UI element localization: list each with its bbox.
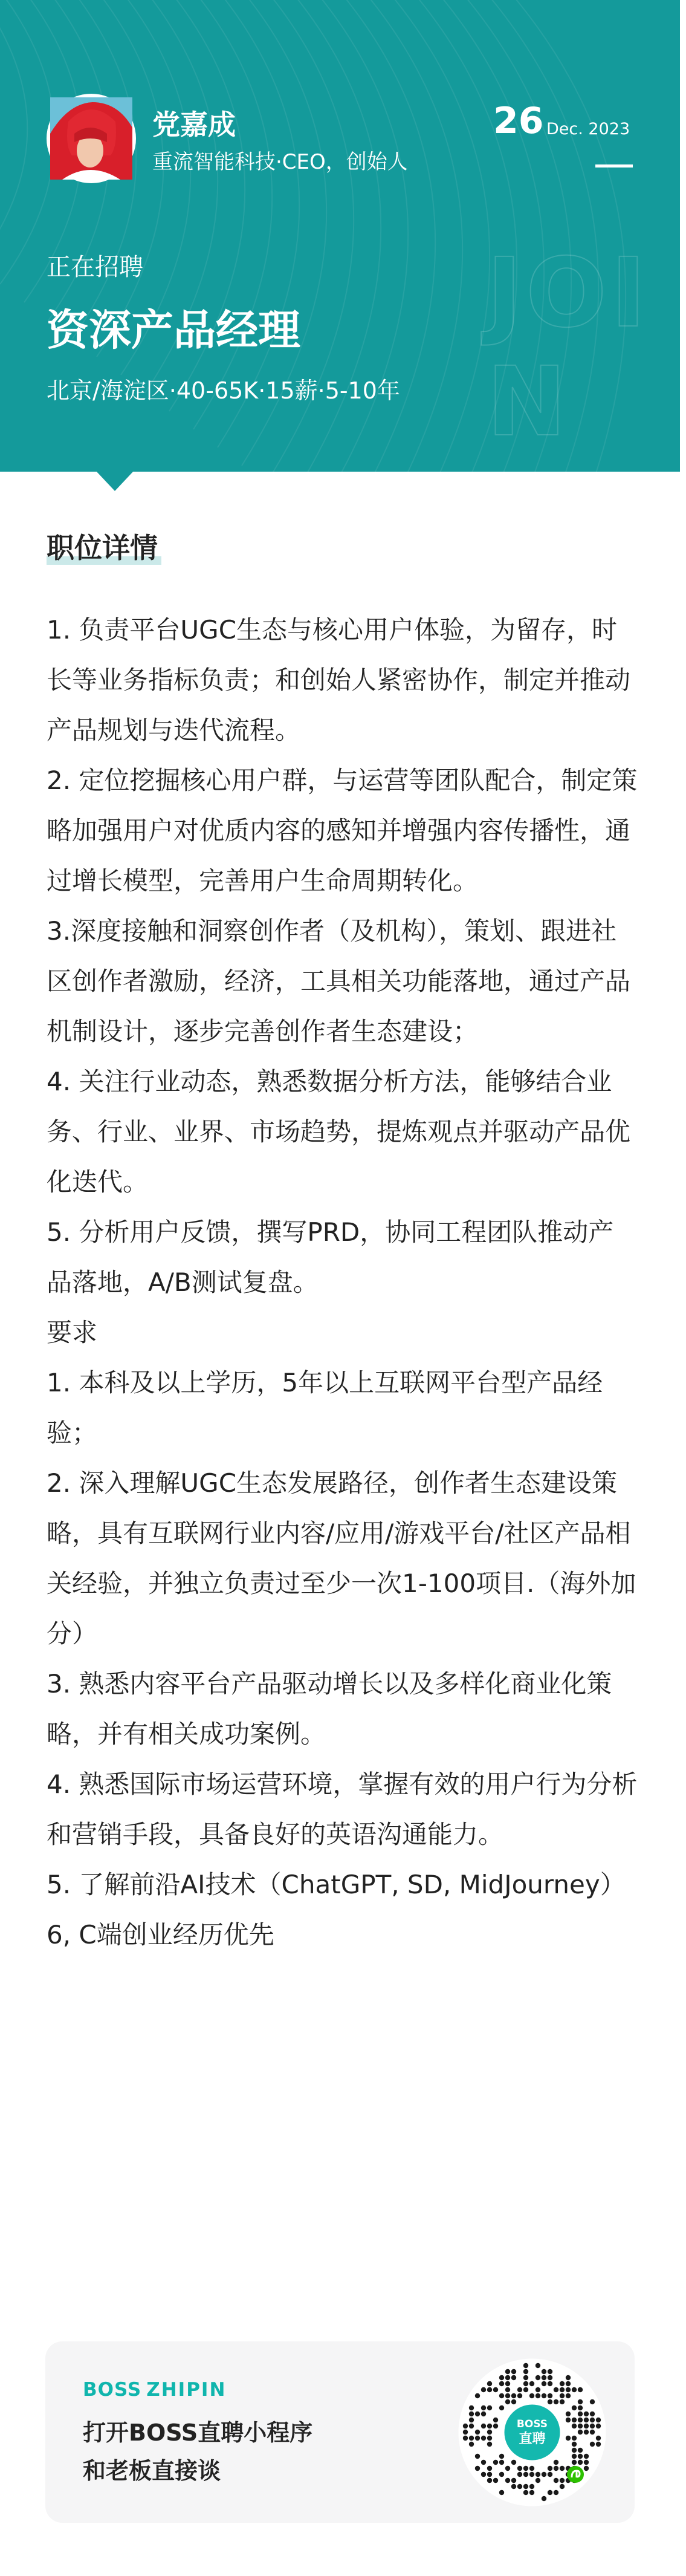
job-title: 资深产品经理	[47, 305, 300, 355]
qr-dot	[536, 2472, 540, 2477]
qr-dot	[584, 2424, 589, 2428]
cta-line-1: 打开BOSS直聘小程序	[83, 2419, 313, 2446]
qr-dot	[499, 2381, 504, 2386]
qr-dot	[463, 2436, 468, 2441]
qr-dot	[493, 2418, 498, 2422]
qr-dot	[487, 2478, 492, 2483]
qr-dot	[475, 2466, 480, 2471]
qr-dot	[560, 2399, 565, 2404]
qr-dot	[505, 2393, 510, 2398]
open-miniprogram-text	[83, 2414, 458, 2490]
qr-dot	[554, 2387, 558, 2392]
qr-dot	[475, 2436, 480, 2441]
boss-zhipin-card[interactable]	[45, 2341, 635, 2523]
qr-dot	[481, 2412, 486, 2416]
qr-dot	[505, 2466, 510, 2471]
qr-dot	[536, 2387, 540, 2392]
qr-dot	[523, 2490, 528, 2495]
brand-logo	[83, 2379, 226, 2401]
qr-dot	[517, 2466, 522, 2471]
qr-dot	[578, 2460, 583, 2465]
mini-program-qr-code[interactable]	[458, 2358, 606, 2506]
brand-main: BOSS	[83, 2379, 142, 2401]
qr-dot	[584, 2412, 589, 2416]
wechat-mini-icon	[567, 2466, 584, 2483]
qr-dot	[499, 2375, 504, 2380]
description-paragraph: 3. 熟悉内容平台产品驱动增长以及多样化商业化策略，并有相关成功案例。	[47, 1669, 612, 1749]
qr-dot	[578, 2405, 583, 2410]
qr-dot	[517, 2472, 522, 2477]
date-day: 26	[493, 100, 544, 142]
qr-dot	[505, 2399, 510, 2404]
qr-dot	[487, 2430, 492, 2435]
qr-dot	[481, 2436, 486, 2441]
qr-dot	[475, 2393, 480, 2398]
qr-dot	[584, 2466, 589, 2471]
description-paragraph: 6, C端创业经历优先	[47, 1920, 274, 1950]
qr-dot	[523, 2375, 528, 2380]
qr-dot	[493, 2424, 498, 2428]
qr-dot	[578, 2424, 583, 2428]
qr-dot	[511, 2369, 516, 2374]
qr-dot	[487, 2436, 492, 2441]
qr-dot	[481, 2460, 486, 2465]
header-pointer	[95, 470, 134, 491]
qr-dot	[578, 2448, 583, 2453]
avatar-photo	[50, 97, 132, 180]
qr-dot	[596, 2418, 601, 2422]
qr-dot	[590, 2424, 595, 2428]
qr-dot	[578, 2387, 583, 2392]
qr-dot	[499, 2460, 504, 2465]
qr-dot	[572, 2460, 577, 2465]
qr-dot	[566, 2393, 571, 2398]
description-paragraph: 5. 分析用户反馈，撰写PRD，协同工程团队推动产品落地，A/B测试复盘。	[47, 1217, 614, 1297]
qr-dot	[505, 2387, 510, 2392]
qr-dot	[529, 2472, 534, 2477]
requirements-heading: 要求	[47, 1318, 98, 1347]
job-meta: 北京/海淀区·40-65K·15薪·5-10年	[47, 377, 400, 404]
qr-dot	[548, 2399, 552, 2404]
qr-logo-text-1: BOSS	[516, 2418, 548, 2430]
qr-dot	[475, 2430, 480, 2435]
qr-dot	[548, 2466, 552, 2471]
qr-dot	[560, 2478, 565, 2483]
qr-dot	[542, 2369, 546, 2374]
qr-dot	[596, 2442, 601, 2447]
qr-logo-text-2: 直聘	[519, 2431, 546, 2447]
description-paragraph: 2. 定位挖掘核心用户群，与运营等团队配合，制定策略加强用户对优质内容的感知并增强内容传播性，通过增长模型，完善用户生命周期转化。	[47, 766, 638, 896]
qr-dot	[523, 2466, 528, 2471]
qr-dot	[554, 2399, 558, 2404]
qr-dot	[529, 2490, 534, 2495]
qr-dot	[548, 2375, 552, 2380]
avatar	[47, 94, 136, 183]
qr-dot	[505, 2478, 510, 2483]
qr-dot	[511, 2484, 516, 2489]
qr-dot	[499, 2490, 504, 2495]
qr-dot	[529, 2484, 534, 2489]
qr-dot	[590, 2442, 595, 2447]
user-title: 重流智能科技·CEO，创始人	[152, 150, 408, 174]
qr-dot	[566, 2387, 571, 2392]
qr-dot	[578, 2412, 583, 2416]
qr-dot	[523, 2369, 528, 2374]
qr-dot	[542, 2375, 546, 2380]
qr-dot	[584, 2418, 589, 2422]
job-description	[47, 605, 639, 1960]
qr-dot	[469, 2436, 474, 2441]
qr-dot	[523, 2484, 528, 2489]
qr-dot	[511, 2399, 516, 2404]
qr-dot	[529, 2393, 534, 2398]
qr-dot	[511, 2375, 516, 2380]
qr-dot	[590, 2430, 595, 2435]
qr-dot	[578, 2454, 583, 2459]
join-us-watermark: JOIN US	[487, 238, 650, 567]
date-divider	[595, 164, 633, 168]
qr-dot	[469, 2418, 474, 2422]
qr-dot	[572, 2448, 577, 2453]
qr-dot	[481, 2472, 486, 2477]
qr-dot	[584, 2454, 589, 2459]
qr-dot	[560, 2387, 565, 2392]
qr-dot	[590, 2399, 595, 2404]
qr-dot	[487, 2466, 492, 2471]
description-paragraph: 1. 负责平台UGC生态与核心用户体验，为留存，时长等业务指标负责；和创始人紧密协作，制定并推动产品规划与迭代流程。	[47, 615, 631, 745]
qr-dot	[560, 2484, 565, 2489]
qr-dot	[499, 2472, 504, 2477]
qr-dot	[560, 2381, 565, 2386]
qr-dot	[499, 2454, 504, 2459]
qr-dot	[548, 2393, 552, 2398]
qr-dot	[590, 2418, 595, 2422]
qr-dot	[548, 2369, 552, 2374]
qr-dot	[493, 2387, 498, 2392]
qr-dot	[566, 2381, 571, 2386]
description-paragraph: 1. 本科及以上学历，5年以上互联网平台型产品经验；	[47, 1368, 603, 1448]
qr-dot	[536, 2393, 540, 2398]
qr-dot	[572, 2442, 577, 2447]
description-paragraph: 4. 关注行业动态，熟悉数据分析方法，能够结合业务、行业、业界、市场趋势，提炼观点并驱动产品优化迭代。	[47, 1067, 631, 1197]
qr-dot	[523, 2363, 528, 2368]
qr-dot	[590, 2412, 595, 2416]
description-paragraph: 5. 了解前沿AI技术（ChatGPT, SD, MidJourney）	[47, 1870, 626, 1899]
qr-dot	[523, 2381, 528, 2386]
qr-dot	[536, 2375, 540, 2380]
qr-dot	[572, 2424, 577, 2428]
description-paragraph: 2. 深入理解UGC生态发展路径，创作者生态建设策略，具有互联网行业内容/应用/游戏平台/社区产品相关经验，并独立负责过至少一次1-100项目.（海外加分）	[47, 1468, 636, 1648]
qr-dot	[499, 2405, 504, 2410]
qr-dot	[505, 2369, 510, 2374]
qr-dot	[542, 2496, 546, 2501]
qr-dot	[566, 2375, 571, 2380]
description-paragraph: 3.深度接触和洞察创作者（及机构），策划、跟进社区创作者激励，经济，工具相关功能落地，通过产品机制设计，逐步完善创作者生态建设；	[47, 916, 631, 1046]
qr-dot	[487, 2472, 492, 2477]
qr-dot	[529, 2381, 534, 2386]
qr-dot	[523, 2387, 528, 2392]
qr-dot	[542, 2393, 546, 2398]
qr-dot	[469, 2405, 474, 2410]
qr-dot	[493, 2460, 498, 2465]
qr-dot	[505, 2375, 510, 2380]
qr-dot	[481, 2405, 486, 2410]
qr-dot	[572, 2387, 577, 2392]
qr-dot	[548, 2381, 552, 2386]
brand-sub: ZHIPIN	[146, 2379, 227, 2401]
qr-dot	[584, 2430, 589, 2435]
qr-dot	[463, 2430, 468, 2435]
qr-dot	[517, 2393, 522, 2398]
qr-dot	[566, 2412, 571, 2416]
qr-dot	[517, 2387, 522, 2392]
qr-dot	[566, 2436, 571, 2441]
qr-dot	[469, 2412, 474, 2416]
qr-dot	[578, 2430, 583, 2435]
qr-dot	[487, 2442, 492, 2447]
qr-dot	[584, 2460, 589, 2465]
qr-dot	[566, 2418, 571, 2422]
qr-dot	[578, 2418, 583, 2422]
qr-dot	[481, 2387, 486, 2392]
hiring-label: 正在招聘	[47, 253, 143, 281]
qr-dot	[542, 2381, 546, 2386]
qr-dot	[481, 2424, 486, 2428]
qr-dot	[554, 2490, 558, 2495]
qr-dot	[572, 2436, 577, 2441]
qr-dot	[469, 2424, 474, 2428]
section-title: 职位详情	[47, 532, 158, 564]
qr-dot	[572, 2454, 577, 2459]
qr-dot	[572, 2418, 577, 2422]
qr-dot	[596, 2424, 601, 2428]
qr-dot	[554, 2460, 558, 2465]
user-name: 党嘉成	[152, 108, 236, 141]
qr-dot	[554, 2478, 558, 2483]
qr-dot	[548, 2472, 552, 2477]
qr-dot	[536, 2363, 540, 2368]
qr-dot	[596, 2436, 601, 2441]
qr-dot	[511, 2460, 516, 2465]
date-month: Dec. 2023	[546, 120, 630, 138]
qr-dot	[475, 2454, 480, 2459]
qr-dot	[487, 2387, 492, 2392]
qr-dot	[523, 2472, 528, 2477]
qr-dot	[511, 2393, 516, 2398]
qr-dot	[469, 2442, 474, 2447]
qr-dot	[511, 2478, 516, 2483]
qr-dot	[548, 2490, 552, 2495]
qr-dot	[542, 2472, 546, 2477]
qr-dot	[475, 2412, 480, 2416]
qr-dot	[499, 2393, 504, 2398]
qr-dot	[487, 2424, 492, 2428]
qr-dot	[487, 2405, 492, 2410]
cta-line-2: 和老板直接谈	[83, 2457, 221, 2484]
qr-dot	[517, 2484, 522, 2489]
qr-dot	[487, 2381, 492, 2386]
description-paragraph: 4. 熟悉国际市场运营环境，掌握有效的用户行为分析和营销手段，具备良好的英语沟通能力。	[47, 1769, 638, 1849]
qr-dot	[505, 2381, 510, 2386]
qr-dot	[560, 2466, 565, 2471]
qr-dot	[572, 2405, 577, 2410]
qr-dot	[560, 2393, 565, 2398]
qr-dot	[529, 2466, 534, 2471]
qr-dot	[554, 2466, 558, 2471]
qr-dot	[536, 2478, 540, 2483]
qr-dot	[578, 2399, 583, 2404]
qr-dot	[493, 2478, 498, 2483]
qr-dot	[463, 2424, 468, 2428]
